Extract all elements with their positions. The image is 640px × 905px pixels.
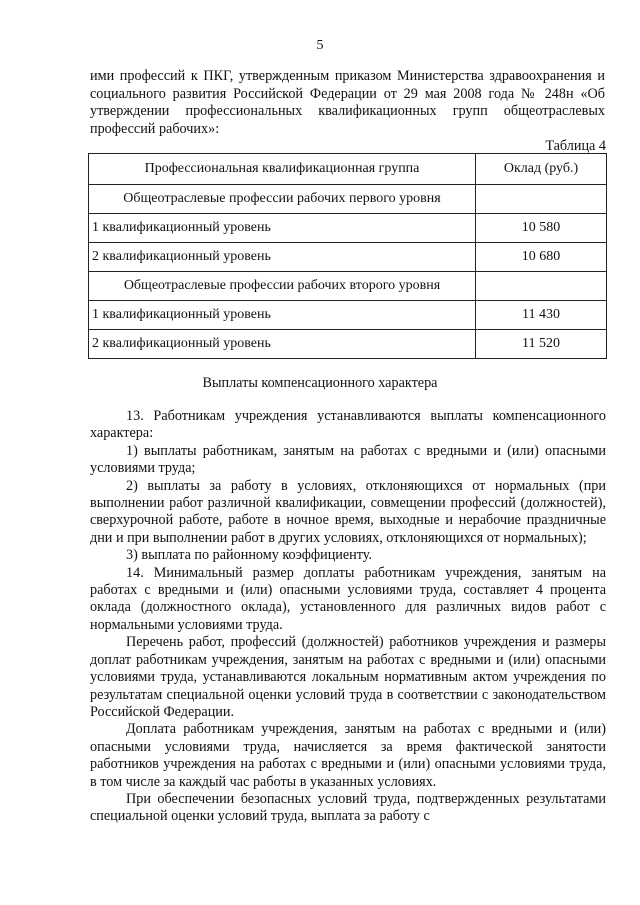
paragraph: 13. Работникам учреждения устанавливаются выплаты компенсационного характера: [90,408,606,442]
group-title: Общеотраслевые профессии рабочих второго уровня [89,272,476,301]
salary-cell: 11 430 [476,301,607,330]
level-cell: 1 квалификационный уровень [89,214,476,243]
group-title: Общеотраслевые профессии рабочих первого уровня [89,185,476,214]
paragraph: 2) выплаты за работу в условиях, отклоняющихся от нормальных (при выполнении работ различной квалификации, совмещении профессий (должностей), сверхурочной работе, работе в ночное время, выходные и нерабочие праздничные дни и при выполнении работ в других условиях, отклоняющихся от нормальных); [90,477,606,546]
page-number: 5 [316,38,324,53]
paragraph: 1) выплаты работникам, занятым на работах с вредными и (или) опасными условиями труда; [90,442,606,477]
level-cell: 1 квалификационный уровень [89,301,476,330]
table-row [89,214,607,243]
table-row [89,301,607,330]
level-cell: 2 квалификационный уровень [89,243,476,272]
group-row [89,185,607,214]
salary-cell: 10 580 [476,214,607,243]
table-caption: Таблица 4 [545,138,606,154]
table-row [89,330,607,359]
salary-table [88,153,607,359]
intro-paragraph: ими профессий к ПКГ, утвержденным приказом Министерства здравоохранения и социального развития Российской Федерации от 29 мая 2008 года № 248н «Об утверждении профессиональных квалификационных групп общеотраслевых профессий рабочих»: [90,68,605,137]
table-row [89,243,607,272]
header-salary: Оклад (руб.) [476,154,607,185]
group-salary-empty [476,185,607,214]
paragraph: Перечень работ, профессий (должностей) работников учреждения и размеры доплат работникам учреждения, занятым на работах с вредными и (или) опасными условиями труда, устанавливаются локальным нормативным актом учреждения по результатам специальной оценки условий труда в соответствии с законодательством Российской Федерации. [90,634,606,720]
paragraph: Доплата работникам учреждения, занятым на работах с вредными и (или) опасными условиями труда, начисляется за время фактической занятости работников учреждения на работах с вредными и (или) опасными условиями труда, в том числе за каждый час работы в указанных условиях. [90,721,606,790]
header-group: Профессиональная квалификационная группа [89,154,476,185]
table-header-row [89,154,607,185]
paragraph: При обеспечении безопасных условий труда, подтвержденных результатами специальной оценки условий труда, выплата за работу с [90,790,606,825]
group-row [89,272,607,301]
salary-cell: 11 520 [476,330,607,359]
group-salary-empty [476,272,607,301]
salary-cell: 10 680 [476,243,607,272]
body-text [90,408,606,826]
paragraph: 3) выплата по районному коэффициенту. [126,547,372,564]
level-cell: 2 квалификационный уровень [89,330,476,359]
paragraph: 14. Минимальный размер доплаты работникам учреждения, занятым на работах с вредными и (или) опасными условиями труда, составляет 4 процента оклада (должностного оклада), установленного для различных видов работ с нормальными условиями труда. [90,564,606,633]
section-heading: Выплаты компенсационного характера [202,375,438,391]
